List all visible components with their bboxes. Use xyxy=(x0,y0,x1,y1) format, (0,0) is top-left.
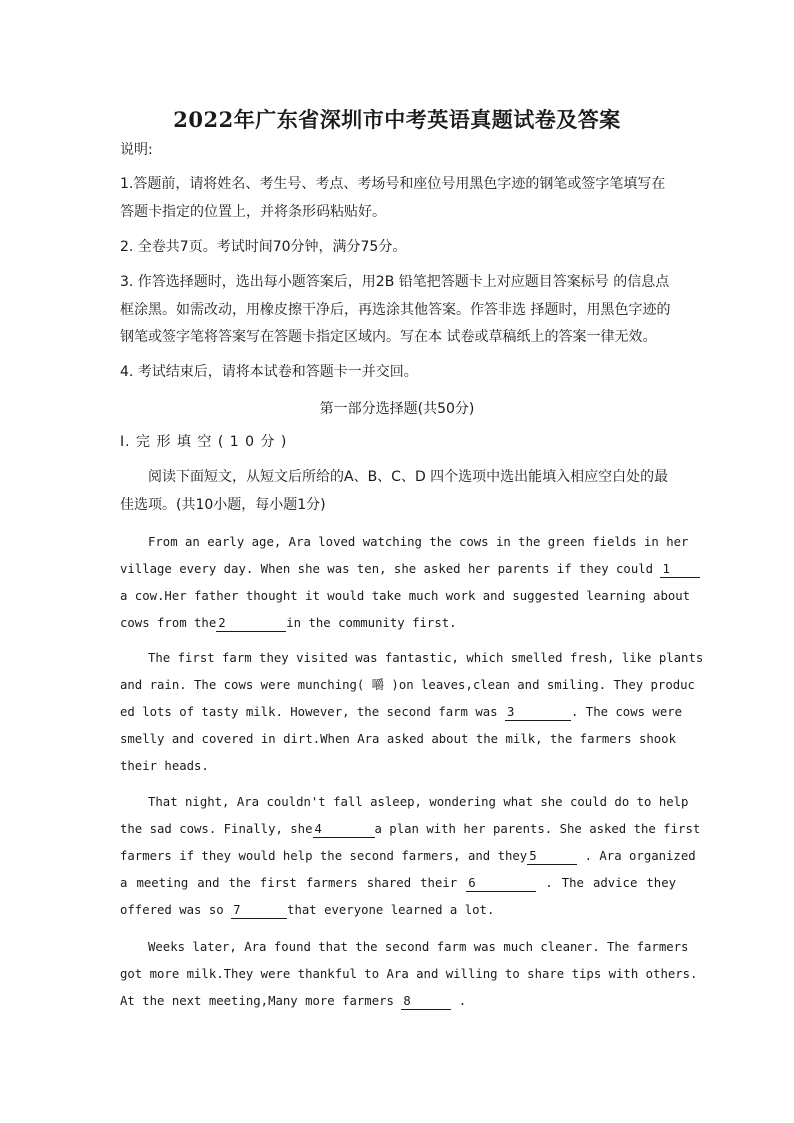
instruction-line-2: 佳选项。(共10小题，每小题1分) xyxy=(120,497,326,513)
p3-line-4: a meeting and the first farmers shared their 6 . The advice they xyxy=(120,876,677,890)
passage-paragraph-2 xyxy=(120,645,704,780)
p2-line-1: The first farm they visited was fantastic, which smelled fresh, like plants xyxy=(148,651,704,665)
p2-line-5: their heads. xyxy=(120,759,209,773)
p3-line-3: farmers if they would help the second farmers, and they 5 . Ara organized xyxy=(120,849,696,863)
p3-line-2: the sad cows. Finally, she 4 a plan with her parents. She asked the first xyxy=(120,822,701,836)
note-1-line-1: 1.答题前，请将姓名、考生号、考点、考场号和座位号用黑色字迹的钢笔或签字笔填写在 xyxy=(120,176,666,192)
notes-heading: 说明: xyxy=(120,142,153,158)
instruction-line-1: 阅读下面短文，从短文后所给的A、B、C、D 四个选项中选出能填入相应空白处的最 xyxy=(148,469,669,485)
section-title: 第一部分选择题(共50分) xyxy=(319,401,475,417)
blank-3: 3 xyxy=(505,704,571,721)
p1-line-1: From an early age, Ara loved watching the cows in the green fields in her xyxy=(148,535,689,549)
p3-line-5: offered was so 7 that everyone learned a lot. xyxy=(120,903,495,917)
passage-paragraph-4 xyxy=(120,934,698,1015)
p2-line-2: and rain. The cows were munching( 嚼 )on leaves,clean and smiling. They produc xyxy=(120,678,695,692)
note-3-line-1: 3. 作答选择题时，选出每小题答案后，用2B 铅笔把答题卡上对应题目答案标号 的信息点 xyxy=(120,274,670,290)
blank-4: 4 xyxy=(313,821,375,838)
p1-line-2: village every day. When she was ten, she asked her parents if they could 1 xyxy=(120,556,676,583)
note-4: 4. 考试结束后，请将本试卷和答题卡一并交回。 xyxy=(120,364,418,380)
p1-line-3: a cow.Her father thought it would take much work and suggested learning about xyxy=(120,589,691,603)
note-1-line-2: 答题卡指定的位置上，并将条形码粘贴好。 xyxy=(120,204,386,220)
p2-line-4: smelly and covered in dirt.When Ara asked about the milk, the farmers shook xyxy=(120,732,676,746)
blank-6: 6 xyxy=(466,875,536,892)
p2-line-3: ed lots of tasty milk. However, the second farm was 3 . The cows were xyxy=(120,705,683,719)
note-3-line-2: 框涂黑。如需改动，用橡皮擦干净后，再选涂其他答案。作答非选 择题时，用黑色字迹的 xyxy=(120,302,671,318)
p3-line-1: That night, Ara couldn't fall asleep, wondering what she could do to help xyxy=(148,795,689,809)
blank-1: 1 xyxy=(660,561,700,578)
note-3-line-3: 钢笔或签字笔将答案写在答题卡指定区域内。写在本 试卷或草稿纸上的答案一律无效。 xyxy=(120,329,657,345)
blank-7: 7 xyxy=(231,902,287,919)
passage-paragraph-3 xyxy=(120,789,701,924)
blank-5: 5 xyxy=(527,848,577,865)
p4-line-2: got more milk.They were thankful to Ara and willing to share tips with others. xyxy=(120,967,698,981)
note-2: 2. 全卷共7页。考试时间70分钟，满分75分。 xyxy=(120,239,407,255)
page-title: 2022年广东省深圳市中考英语真题试卷及答案 xyxy=(173,107,621,132)
blank-8: 8 xyxy=(401,993,451,1010)
part-heading: I. 完 形 填 空 ( 1 0 分 ) xyxy=(120,434,288,450)
p4-line-3: At the next meeting,Many more farmers 8 . xyxy=(120,994,467,1008)
blank-2: 2 xyxy=(216,615,286,632)
p1-line-4: cows from the 2 in the community first. xyxy=(120,616,457,630)
p4-line-1: Weeks later, Ara found that the second farm was much cleaner. The farmers xyxy=(148,940,689,954)
passage-paragraph-1 xyxy=(120,529,691,637)
